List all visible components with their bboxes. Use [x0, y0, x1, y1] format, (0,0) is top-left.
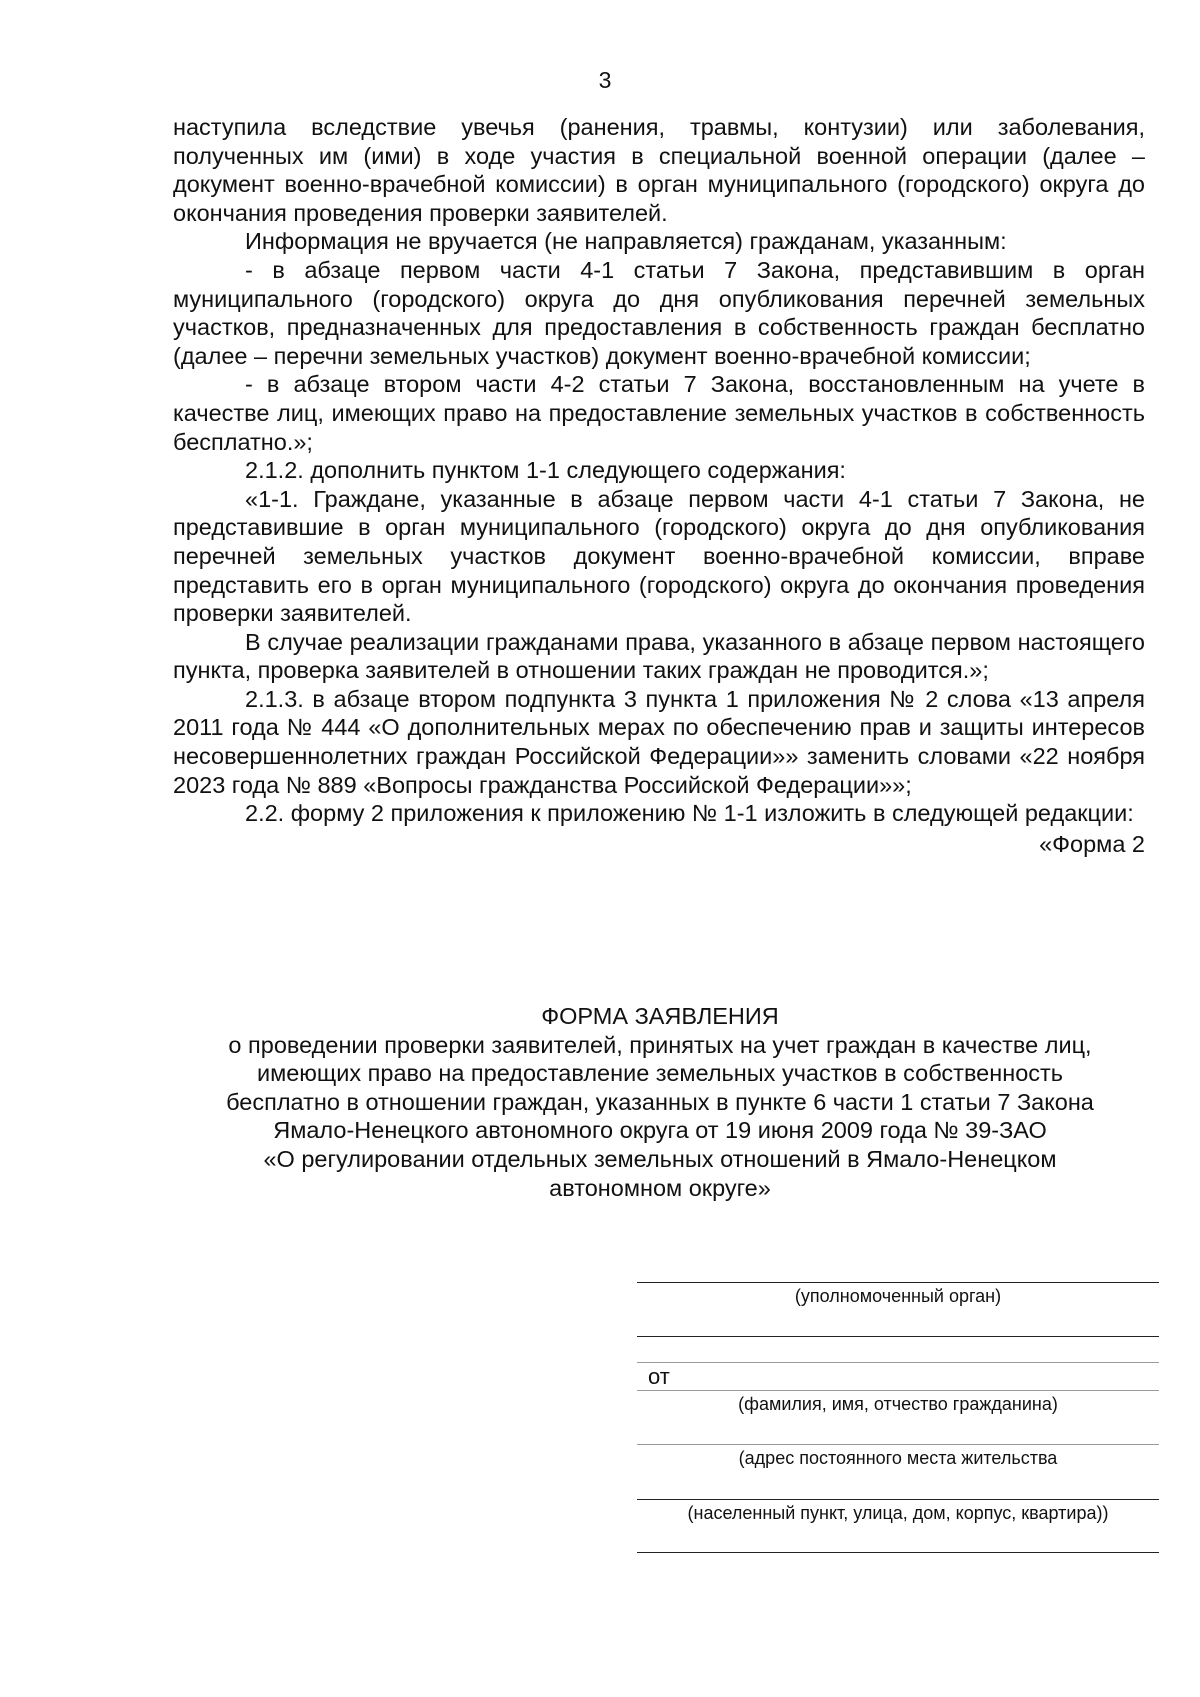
- from-field-top-line: [637, 1362, 1159, 1363]
- address-field-line: [637, 1444, 1159, 1445]
- paragraph: Информация не вручается (не направляется) гражданам, указанным:: [245, 228, 1007, 255]
- paragraph: В случае реализации гражданами права, указанного в абзаце первом настоящего пункта, проверка заявителей в отношении таких граждан не проводится.»;: [173, 628, 1145, 684]
- from-label: от: [648, 1364, 670, 1389]
- authority-caption: (уполномоченный орган): [794, 1286, 1002, 1306]
- authority-field-line: [637, 1282, 1159, 1283]
- form-reference: «Форма 2: [1039, 830, 1145, 857]
- paragraph: наступила вследствие увечья (ранения, травмы, контузии) или заболевания, полученных им (ими) в ходе участия в специальной военной операции (далее – документ военно-врачебной комиссии) в орган муниципального (городского) округа до окончания проведения проверки заявителей.: [173, 114, 1145, 226]
- paragraph: 2.2. форму 2 приложения к приложению № 1-1 изложить в следующей редакции:: [245, 800, 1134, 827]
- address-field-line-2: [637, 1499, 1159, 1500]
- fullname-field-line: [637, 1390, 1159, 1391]
- form-subtitle-line: имеющих право на предоставление земельных участков в собственность: [256, 1060, 1064, 1087]
- form-subtitle-line: Ямало-Ненецкого автономного округа от 19 июня 2009 года № 39-ЗАО: [273, 1117, 1047, 1144]
- fullname-caption: (фамилия, имя, отчество гражданина): [738, 1394, 1058, 1414]
- address-detail-caption: (населенный пункт, улица, дом, корпус, квартира)): [687, 1503, 1109, 1523]
- form-subtitle-line: «О регулировании отдельных земельных отношений в Ямало-Ненецком: [263, 1145, 1057, 1172]
- document-body: [173, 113, 1145, 858]
- form-heading: ФОРМА ЗАЯВЛЕНИЯ: [541, 1003, 779, 1029]
- address-caption: (адрес постоянного места жительства: [738, 1448, 1058, 1468]
- form-subtitle-line: бесплатно в отношении граждан, указанных в пункте 6 части 1 статьи 7 Закона: [226, 1088, 1094, 1115]
- paragraph: - в абзаце втором части 4-2 статьи 7 Закона, восстановленным на учете в качестве лиц, имеющих право на предоставление земельных участков в собственность бесплатно.»;: [173, 371, 1145, 455]
- paragraph: 2.1.2. дополнить пунктом 1-1 следующего содержания:: [245, 457, 846, 484]
- form-subtitle-line: о проведении проверки заявителей, принятых на учет граждан в качестве лиц,: [228, 1031, 1092, 1058]
- form-subtitle-line: автономном округе»: [549, 1174, 771, 1201]
- paragraph: 2.1.3. в абзаце втором подпункта 3 пункта 1 приложения № 2 слова «13 апреля 2011 года № 444 «О дополнительных мерах по обеспечению прав и защиты интересов несовершеннолетних граждан Российской Федерации»» заменить словами «22 ноября 2023 года № 889 «Вопросы гражданства Российской Федерации»»;: [173, 685, 1145, 798]
- paragraph: - в абзаце первом части 4-1 статьи 7 Закона, представившим в орган муниципального (городского) округа до дня опубликования перечней земельных участков, предназначенных для предоставления в собственность граждан бесплатно (далее – перечни земельных участков) документ военно-врачебной комиссии;: [173, 256, 1145, 369]
- address-field-line-3: [637, 1552, 1159, 1553]
- authority-field-line-2: [637, 1336, 1159, 1337]
- page-number: 3: [598, 67, 612, 93]
- paragraph: «1-1. Граждане, указанные в абзаце первом части 4-1 статьи 7 Закона, не представившие в орган муниципального (городского) округа до дня опубликования перечней земельных участков документ военно-врачебной комиссии, вправе представить его в орган муниципального (городского) округа до окончания проведения проверки заявителей.: [173, 485, 1145, 627]
- form-title-block: [160, 1002, 1160, 1202]
